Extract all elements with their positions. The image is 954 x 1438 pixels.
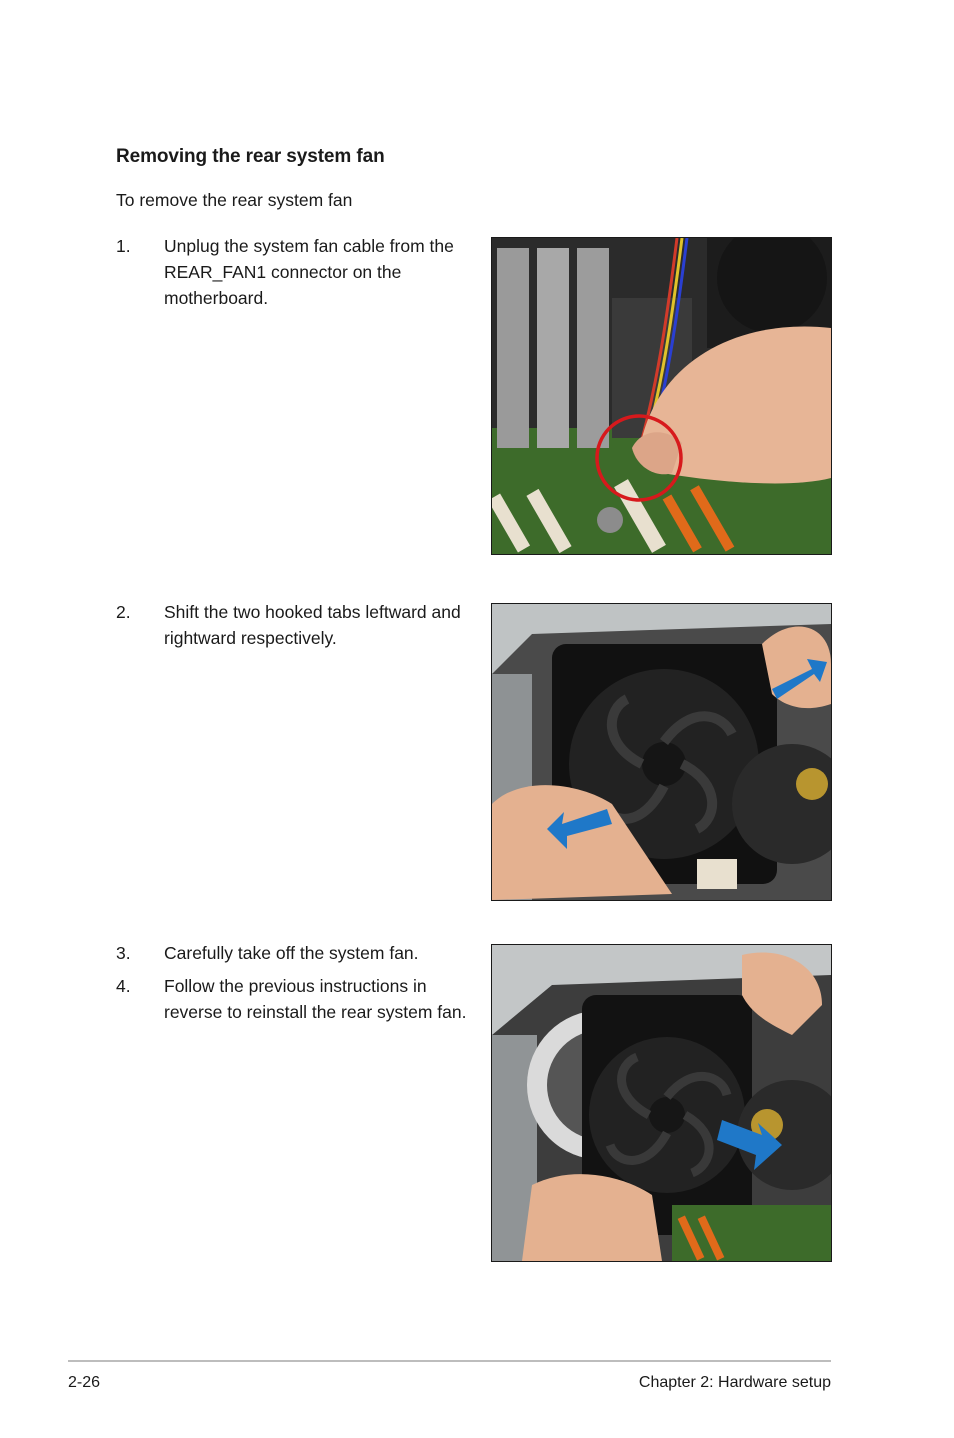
section-heading: Removing the rear system fan bbox=[116, 146, 385, 167]
photo-unplug-fan-cable bbox=[491, 237, 832, 555]
step-number: 1. bbox=[116, 236, 131, 256]
photo-take-off-fan bbox=[491, 944, 832, 1262]
photo-shift-hooked-tabs bbox=[491, 603, 832, 901]
step-text: Shift the two hooked tabs leftward and rightward respectively. bbox=[164, 602, 461, 648]
chapter-title: Chapter 2: Hardware setup bbox=[638, 1374, 831, 1391]
step-number: 2. bbox=[116, 602, 131, 622]
intro-text: To remove the rear system fan bbox=[116, 190, 353, 210]
step-text: Unplug the system fan cable from the REAR_FAN1 connector on the motherboard. bbox=[164, 236, 454, 308]
step-text: Follow the previous instructions in reverse to reinstall the rear system fan. bbox=[164, 976, 467, 1022]
step-number: 3. bbox=[116, 943, 131, 963]
footer-rule bbox=[68, 1360, 831, 1362]
step-number: 4. bbox=[116, 976, 131, 996]
page-number: 2-26 bbox=[68, 1374, 101, 1391]
step-text: Carefully take off the system fan. bbox=[164, 943, 419, 963]
